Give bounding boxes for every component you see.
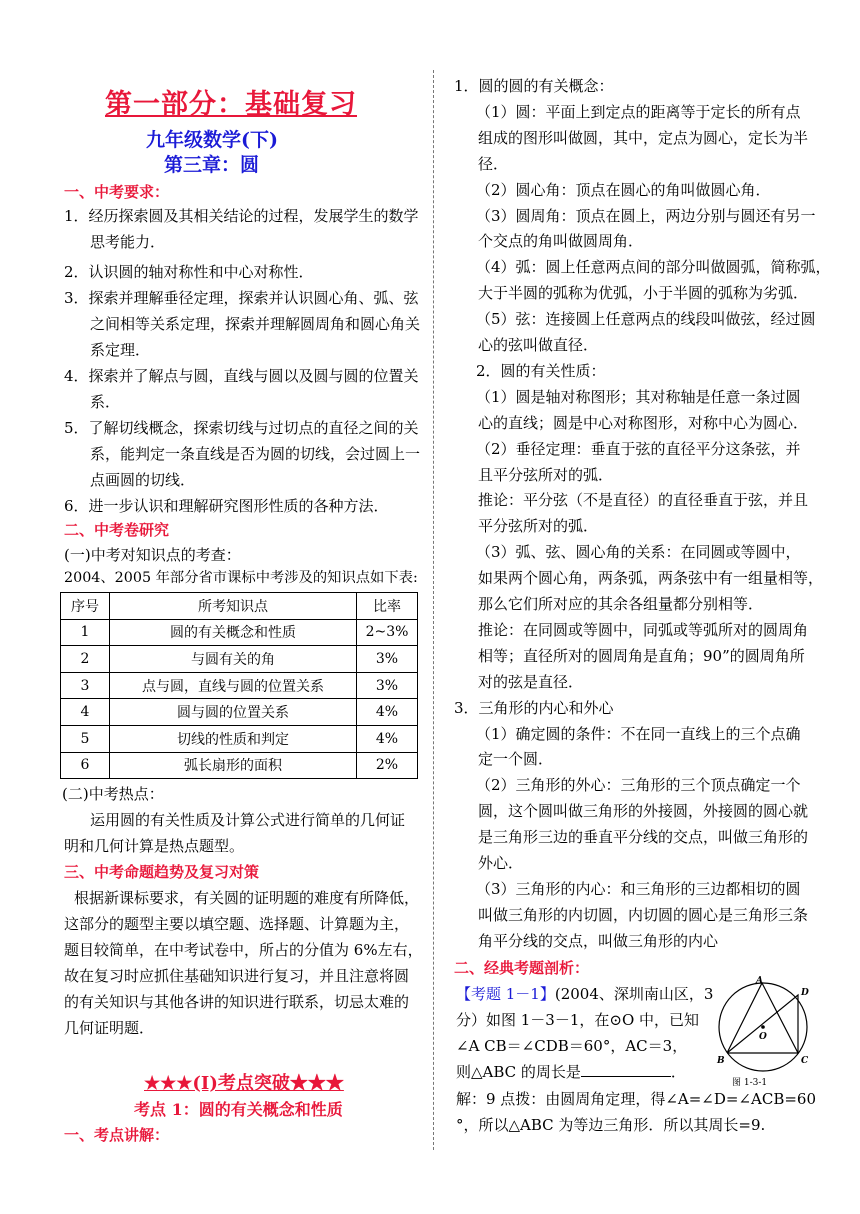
table-cell: 3% xyxy=(357,672,418,699)
table-row xyxy=(61,752,418,779)
page-title: 第一部分：基础复习 xyxy=(105,89,357,120)
example-question: 则△ABC 的周长是 xyxy=(456,1063,581,1081)
table-cell: 2% xyxy=(357,752,418,779)
trend-line: 几何证明题． xyxy=(64,1019,155,1037)
concept-line: 1．圆的圆的有关概念： xyxy=(454,77,614,95)
table-row xyxy=(61,646,418,673)
label-b: B xyxy=(717,1056,725,1066)
table-cell: 2 xyxy=(61,646,110,673)
label-a: A xyxy=(756,976,763,986)
center-point xyxy=(761,1025,765,1029)
table-row xyxy=(61,619,418,646)
concept-line: （3）三角形的内心：和三角形的三边都相切的圆 xyxy=(476,879,801,898)
requirement-line: 1．经历探索圆及其相关结论的过程，发展学生的数学 xyxy=(64,207,419,225)
concept-line: （4）弧：圆上任意两点间的部分叫做圆弧，简称弧， xyxy=(476,258,831,277)
figure-caption: 图 1-3-1 xyxy=(732,1078,768,1088)
section-heading-requirements: 一、中考要求： xyxy=(64,183,170,201)
concept-line: 心的直线；圆是中心对称图形，对称中心为圆心． xyxy=(478,413,809,432)
table-cell: 圆与圆的位置关系 xyxy=(110,699,357,726)
concept-line: 外心． xyxy=(478,854,524,872)
concept-line: 那么它们所对应的其余各组量都分别相等． xyxy=(478,595,764,613)
concept-line: （2）垂径定理：垂直于弦的直径平分这条弦，并 xyxy=(476,439,801,458)
concept-line: 是三角形三边的垂直平分线的交点，叫做三角形的 xyxy=(478,828,809,847)
concept-line: （3）弧、弦、圆心角的关系：在同圆或等圆中， xyxy=(476,543,801,562)
trend-line: 题目较简单，在中考试卷中，所占的分值为 6%左右， xyxy=(64,941,423,959)
concept-line: 3．三角形的内心和外心 xyxy=(454,698,614,717)
concept-line: 径． xyxy=(478,154,509,173)
grade-subtitle: 九年级数学(下) xyxy=(146,129,278,151)
table-cell: 切线的性质和判定 xyxy=(110,725,357,752)
table-header: 比率 xyxy=(357,593,418,620)
example-line xyxy=(456,984,713,1004)
requirement-line: 4．探索并了解点与圆，直线与圆以及圆与圆的位置关 xyxy=(64,367,419,385)
concept-line: 叫做三角形的内切圆，内切圆的圆心是三角形三条 xyxy=(478,905,809,924)
requirement-line: 点画圆的切线． xyxy=(90,471,196,489)
concept-line: 心的弦叫做直径． xyxy=(478,336,599,354)
concept-line: （2）圆心角：顶点在圆心的角叫做圆心角． xyxy=(476,180,771,199)
concept-line: 大于半圆的弧称为优弧，小于半圆的弧称为劣弧． xyxy=(478,284,809,303)
triangle-abc xyxy=(727,983,798,1053)
requirement-line: 5．了解切线概念，探索切线与过切点的直径之间的关 xyxy=(64,419,419,437)
requirement-line: 6．进一步认识和理解研究图形性质的各种方法． xyxy=(64,497,389,515)
knowledge-table xyxy=(60,592,418,779)
table-header-row xyxy=(61,593,418,620)
concept-line: 2．圆的有关性质： xyxy=(476,361,606,380)
table-header: 所考知识点 xyxy=(110,593,357,620)
concept-line: （3）圆周角：顶点在圆上，两边分别与圆还有另一 xyxy=(476,206,816,225)
concept-line: （2）三角形的外心：三角形的三个顶点确定一个 xyxy=(476,776,801,795)
concept-line: （1）确定圆的条件：不在同一直线上的三个点确 xyxy=(476,724,801,743)
trend-line: 的有关知识与其他各讲的知识进行联系，切忌太难的 xyxy=(64,993,410,1011)
concept-line: 角平分线的交点，叫做三角形的内心 xyxy=(478,931,719,950)
table-cell: 3% xyxy=(357,646,418,673)
example-line: 分）如图 1－3－1，在⊙O 中，已知 xyxy=(456,1011,700,1029)
chapter-subtitle: 第三章：圆 xyxy=(164,154,260,176)
table-row xyxy=(61,699,418,726)
example-line: ∠A CB＝∠CDB＝60°，AC＝3， xyxy=(456,1037,688,1055)
table-cell: 与圆有关的角 xyxy=(110,646,357,673)
hot-line: 运用圆的有关性质及计算公式进行简单的几何证 xyxy=(90,811,406,829)
concept-line: 且平分弦所对的弧． xyxy=(478,465,614,484)
concept-line: 相等；直径所对的圆周角是直角；90”的圆周角所 xyxy=(478,646,805,665)
section-heading-explain: 一、考点讲解： xyxy=(64,1126,170,1144)
example-period: ． xyxy=(670,1063,686,1081)
example-tag: 【考题 1－1】 xyxy=(456,985,555,1003)
breakthrough-heading: ★★★(I)考点突破★★★ xyxy=(144,1073,344,1094)
concept-line: 平分弦所对的弧． xyxy=(478,517,599,536)
requirement-line: 系． xyxy=(90,393,121,411)
concept-line: 对的弦是直径． xyxy=(478,672,584,691)
kaodian-heading: 考点 1：圆的有关概念和性质 xyxy=(134,1100,343,1119)
trend-line: 根据新课标要求，有关圆的证明题的难度有所降低， xyxy=(74,889,420,907)
requirement-line: 系定理． xyxy=(90,341,151,359)
concept-line: 个交点的角叫做圆周角． xyxy=(478,232,644,251)
concept-line: 推论：平分弦（不是直径）的直径垂直于弦，并且 xyxy=(478,491,809,510)
table-cell: 圆的有关概念和性质 xyxy=(110,619,357,646)
example-line xyxy=(456,1062,686,1082)
concept-line: 组成的图形叫做圆，其中，定点为圆心，定长为半 xyxy=(478,128,809,147)
table-row xyxy=(61,725,418,752)
concept-line: 如果两个圆心角，两条弧，两条弦中有一组量相等， xyxy=(478,569,824,588)
section-heading-trend: 三、中考命题趋势及复习对策 xyxy=(64,863,260,881)
table-cell: 弧长扇形的面积 xyxy=(110,752,357,779)
table-cell: 6 xyxy=(61,752,110,779)
concept-line: （1）圆：平面上到定点的距离等于定长的所有点 xyxy=(476,102,801,121)
concept-line: 定一个圆． xyxy=(478,750,554,769)
answer-line: 解：9 点拨：由圆周角定理，得∠A=∠D=∠ACB=60 xyxy=(456,1090,817,1108)
column-divider xyxy=(433,70,434,1150)
trend-line: 这部分的题型主要以填空题、选择题、计算题为主， xyxy=(64,915,410,933)
requirement-line: 系，能判定一条直线是否为圆的切线，会过圆上一 xyxy=(90,445,421,463)
requirement-line: 之间相等关系定理，探索并理解圆周角和圆心角关 xyxy=(90,315,421,333)
table-cell: 4% xyxy=(357,699,418,726)
answer-line: °，所以△ABC 为等边三角形．所以其周长=9. xyxy=(456,1116,766,1134)
concept-line: 圆，这个圆叫做三角形的外接圆，外接圆的圆心就 xyxy=(478,802,809,821)
section-heading-examples: 二、经典考题剖析： xyxy=(454,959,590,977)
answer-blank xyxy=(581,1062,671,1077)
table-cell: 点与圆，直线与圆的位置关系 xyxy=(110,672,357,699)
label-o: O xyxy=(759,1032,767,1042)
table-cell: 4% xyxy=(357,725,418,752)
table-cell: 5 xyxy=(61,725,110,752)
concept-line: （5）弦：连接圆上任意两点的线段叫做弦，经过圆 xyxy=(476,310,816,329)
chord-bd xyxy=(727,995,798,1053)
subheading-knowledge: (一)中考对知识点的考查： xyxy=(64,546,241,564)
label-d: D xyxy=(801,988,809,998)
requirement-line: 3．探索并理解垂径定理，探索并认识圆心角、弧、弦 xyxy=(64,289,419,307)
label-c: C xyxy=(801,1056,809,1066)
table-intro: 2004、2005 年部分省市课标中考涉及的知识点如下表: xyxy=(64,570,418,586)
table-cell: 4 xyxy=(61,699,110,726)
section-heading-research: 二、中考卷研究 xyxy=(64,521,170,539)
subheading-hot: (二)中考热点： xyxy=(62,785,164,803)
table-header: 序号 xyxy=(61,593,110,620)
concept-line: （1）圆是轴对称图形；其对称轴是任意一条过圆 xyxy=(476,387,801,406)
requirement-line: 2．认识圆的轴对称性和中心对称性． xyxy=(64,263,314,281)
trend-line: 故在复习时应抓住基础知识进行复习，并且注意将圆 xyxy=(64,967,410,985)
table-row xyxy=(61,672,418,699)
concept-line: 推论：在同圆或等圆中，同弧或等弧所对的圆周角 xyxy=(478,620,809,639)
example-source: (2004、深圳南山区，3 xyxy=(554,985,714,1003)
table-cell: 1 xyxy=(61,619,110,646)
table-cell: 2~3% xyxy=(357,619,418,646)
table-cell: 3 xyxy=(61,672,110,699)
requirement-line: 思考能力． xyxy=(90,233,166,251)
hot-line: 明和几何计算是热点题型。 xyxy=(64,837,245,855)
circle-figure xyxy=(708,975,818,1090)
